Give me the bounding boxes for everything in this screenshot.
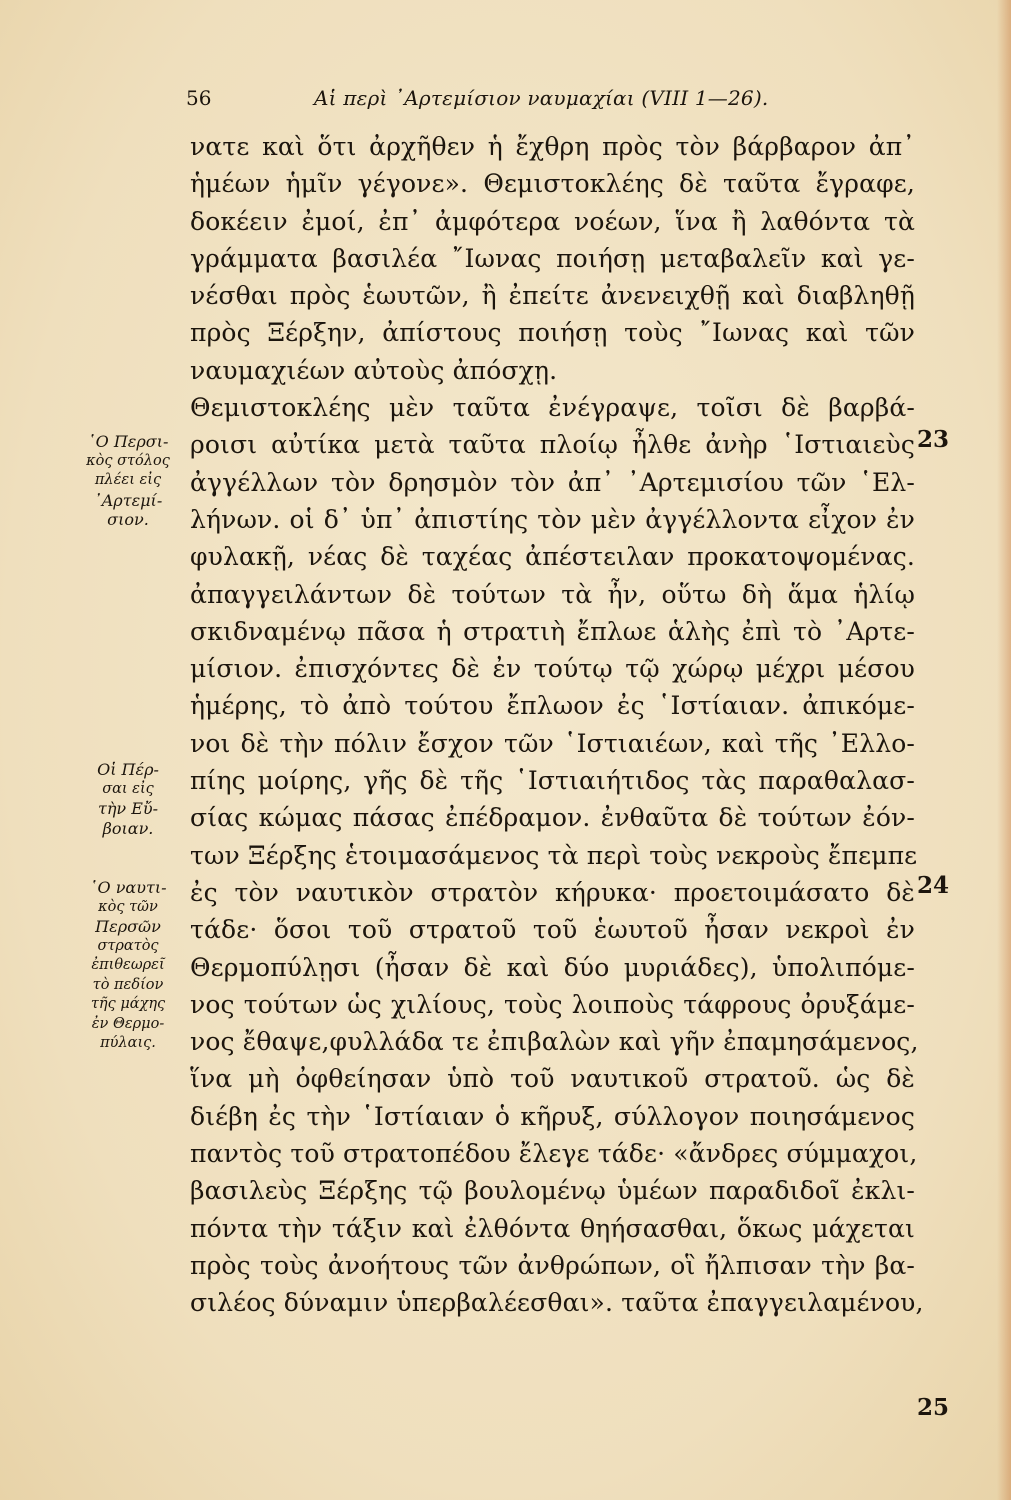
text-line: των Ξέρξης ἑτοιμασάμενος τὰ περὶ τοὺς νεκροὺς ἔπεμπε bbox=[190, 840, 918, 870]
side-note-line: ῾Ο ναυτι- bbox=[89, 878, 167, 897]
text-line: ἵνα μὴ ὀφθείησαν ὑπὸ τοῦ ναυτικοῦ στρατοῦ. ὡς δὲ bbox=[190, 1064, 915, 1094]
side-note-persians-euboea bbox=[76, 760, 180, 838]
text-line: μίσιον. ἐπισχόντες δὲ ἐν τούτῳ τῷ χώρῳ μέχρι μέσου bbox=[190, 654, 915, 684]
text-line: ἡμέων ἡμῖν γέγονε». Θεμιστοκλέης δὲ ταῦτα ἔγραφε, bbox=[190, 169, 915, 199]
text-line: φυλακῇ, νέας δὲ ταχέας ἀπέστειλαν προκατοψομένας. bbox=[190, 542, 915, 572]
side-note-line: τῆς μάχης bbox=[90, 996, 166, 1012]
text-line: νοι δὲ τὴν πόλιν ἔσχον τῶν ῾Ιστιαιέων, καὶ τῆς ᾿Ελλο- bbox=[190, 728, 915, 758]
side-note-line: πλέει εἰς bbox=[94, 472, 162, 488]
text-line: γράμματα βασιλέα ῎Ιωνας ποιήσῃ μεταβαλεῖν καὶ γε- bbox=[190, 243, 915, 273]
text-line: διέβη ἐς τὴν ῾Ιστίαιαν ὁ κῆρυξ, σύλλογον ποιησάμενος bbox=[190, 1101, 915, 1131]
text-line: σιλέος δύναμιν ὑπερβαλέεσθαι». ταῦτα ἐπαγγειλαμένου, bbox=[190, 1288, 924, 1318]
side-note-line: τὸ πεδίον bbox=[92, 976, 164, 993]
side-note-naval-army bbox=[76, 878, 180, 1054]
section-number: 23 bbox=[917, 426, 950, 453]
side-note-line: ῾Ο Περσι- bbox=[87, 432, 169, 451]
side-note-line: Οἱ Πέρ- bbox=[97, 760, 159, 779]
text-line: τάδε· ὅσοι τοῦ στρατοῦ τοῦ ἑωυτοῦ ἦσαν νεκροὶ ἐν bbox=[190, 915, 915, 945]
side-note-line: σαι εἰς bbox=[102, 780, 154, 797]
text-line: ἀπαγγειλάντων δὲ τούτων τὰ ἦν, οὕτω δὴ ἅμα ἡλίῳ bbox=[190, 579, 915, 609]
side-note-line: τὴν Εὔ- bbox=[97, 799, 159, 818]
text-line: νατε καὶ ὅτι ἀρχῆθεν ἡ ἔχθρη πρὸς τὸν βάρβαρον ἀπ᾽ bbox=[190, 132, 915, 161]
text-line: νος τούτων ὡς χιλίους, τοὺς λοιποὺς τάφρους ὀρυξάμε- bbox=[190, 989, 915, 1019]
section-number: 24 bbox=[917, 872, 950, 899]
side-note-line: κὸς στόλος bbox=[86, 452, 170, 469]
text-line: σίας κώμας πάσας ἐπέδραμον. ἐνθαῦτα δὲ τούτων ἐόν- bbox=[190, 803, 915, 833]
side-note-line: ἐν Θερμο- bbox=[91, 1015, 165, 1032]
text-line: Θερμοπύλῃσι (ἦσαν δὲ καὶ δύο μυριάδες), ὑπολιπόμε- bbox=[190, 952, 915, 982]
main-text bbox=[190, 128, 924, 1322]
text-line: ἀγγέλλων τὸν δρησμὸν τὸν ἀπ᾽ ᾿Αρτεμισίου τῶν ῾Ελ- bbox=[190, 467, 915, 497]
side-note-line: ἐπιθεωρεῖ bbox=[91, 957, 165, 973]
text-line: δοκέειν ἐμοί, ἐπ᾽ ἀμφότερα νοέων, ἵνα ἢ λαθόντα τὰ bbox=[190, 206, 915, 236]
text-line: ροισι αὐτίκα μετὰ ταῦτα πλοίῳ ἦλθε ἀνὴρ ῾Ιστιαιεὺς bbox=[190, 430, 915, 460]
side-note-line: βοιαν. bbox=[102, 818, 154, 838]
text-line: πρὸς Ξέρξην, ἀπίστους ποιήσῃ τοὺς ῎Ιωνας καὶ τῶν bbox=[190, 318, 915, 348]
text-line: λήνων. οἱ δ᾽ ὑπ᾽ ἀπιστίης τὸν μὲν ἀγγέλλοντα εἶχον ἐν bbox=[190, 504, 915, 534]
side-note-line: ᾿Αρτεμί- bbox=[93, 490, 163, 510]
text-line: ἐς τὸν ναυτικὸν στρατὸν κήρυκα· προετοιμάσατο δὲ bbox=[190, 877, 915, 907]
text-line: βασιλεὺς Ξέρξης τῷ βουλομένῳ ὑμέων παραδιδοῖ ἐκλι- bbox=[190, 1176, 915, 1206]
text-line: νος ἔθαψε,φυλλάδα τε ἐπιβαλὼν καὶ γῆν ἐπαμησάμενος, bbox=[190, 1027, 919, 1057]
text-line: σκιδναμένῳ πᾶσα ἡ στρατιὴ ἔπλωε ἁλὴς ἐπὶ τὸ ᾿Αρτε- bbox=[190, 616, 915, 646]
text-line: νέσθαι πρὸς ἑωυτῶν, ἢ ἐπείτε ἀνενειχθῇ καὶ διαβληθῇ bbox=[190, 281, 915, 311]
side-note-line: στρατὸς bbox=[97, 937, 159, 954]
section-number: 25 bbox=[917, 1394, 950, 1421]
side-note-line: Περσῶν bbox=[95, 917, 161, 936]
page-edge bbox=[997, 0, 1011, 1500]
text-line: πρὸς τοὺς ἀνοήτους τῶν ἀνθρώπων, οἳ ἤλπισαν τὴν βα- bbox=[190, 1250, 915, 1280]
side-note-persian-fleet bbox=[76, 432, 180, 530]
text-line: πόντα τὴν τάξιν καὶ ἐλθόντα θηήσασθαι, ὅκως μάχεται bbox=[190, 1213, 915, 1243]
side-note-line: πύλαις. bbox=[100, 1035, 156, 1051]
text-line: ναυμαχιέων αὐτοὺς ἀπόσχῃ. bbox=[190, 355, 558, 385]
text-line: παντὸς τοῦ στρατοπέδου ἔλεγε τάδε· «ἄνδρες σύμμαχοι, bbox=[190, 1139, 918, 1169]
running-title: Αἱ περὶ ᾿Αρτεμίσιον ναυμαχίαι (VIII 1—26). bbox=[314, 86, 769, 110]
page-number: 56 bbox=[186, 86, 212, 110]
text-line: πίης μοίρης, γῆς δὲ τῆς ῾Ιστιαιήτιδος τὰς παραθαλασ- bbox=[190, 766, 915, 796]
page-header bbox=[186, 86, 826, 116]
text-line: ἡμέρης, τὸ ἀπὸ τούτου ἔπλωον ἐς ῾Ιστίαιαν. ἀπικόμε- bbox=[190, 691, 915, 721]
text-line: Θεμιστοκλέης μὲν ταῦτα ἐνέγραψε, τοῖσι δὲ βαρβά- bbox=[190, 393, 915, 423]
side-note-line: σιον. bbox=[107, 510, 149, 529]
side-note-line: κὸς τῶν bbox=[98, 898, 158, 915]
